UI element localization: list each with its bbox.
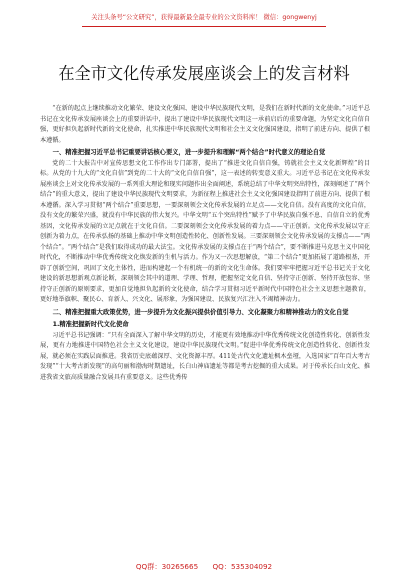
document-body xyxy=(40,104,370,550)
footer-qq-group: QQ群：30265665 xyxy=(135,562,199,571)
top-banner[interactable]: 关注头条号“公文研究”，获得最新最全最专业的公文资料库！ 微信：gongwenyj xyxy=(91,14,317,21)
banner-divider xyxy=(82,26,326,27)
footer-contact xyxy=(0,560,408,574)
section-heading-2: 二、精准把握重大政策优势，进一步提升为文化振兴提供价值引导力、文化凝聚力和精神推动力的文化自觉 xyxy=(52,308,349,316)
footer-qq: QQ：535304092 xyxy=(212,562,273,571)
paragraph-intro: “在新的起点上继续推动文化繁荣、建设文化强国、建设中华民族现代文明，是我们在新时代新的文化使命。”习近平总书记在文化传承发展座谈会上的重要讲话中，提出了建设中华民族现代文明这一承前启后的重要命题，为坚定文化自信自强，更好担负起新时代新的文化使命，扎实推进中华民族现代文明和社会主义文化强国建设，指明了前进方向、提供了根本遵循。 xyxy=(40,105,370,144)
paragraph-section-1: 党的二十大报告中对宣传思想文化工作作出专门部署，提出了“推进文化自信自强，铸就社会主义文化新辉煌”的目标。从党的十九大的“文化自信”到党的二十大的“文化自信自强”，这一表述的转变意义重大。习近平总书记在文化传承发展座谈会上对文化传承发展的一系列重大理论和现实问题作出全面阐述，系统总结了中华文明突出特性，深刻阐述了“两个结合”的重大意义，提出了建设中华民族现代文明要求，为新征程上推进社会主义文化强国建设指明了前进方向、提供了根本遵循。深入学习贯彻“两个结合”重要思想，一要深刻领会文化传承发展的立足点——文化自信。没有高度的文化自信，没有文化的繁荣兴盛，就没有中华民族的伟大复兴。中华文明“五个突出特性”赋予了中华民族自强不息、自信自立的优秀基因，文化传承发展的立足点就在于文化自信。二要深刻领会文化传承发展的着力点——守正创新。文化传承发展以守正创新为着力点，在传承弘扬的基础上推动中华文明创造性转化、创新性发展。三要深刻领会文化传承发展的支撑点——“两个结合”。“两个结合”是我们取得成功的最大法宝。文化传承发展的支撑点在于“两个结合”，要不断推进马克思主义中国化时代化，不断推动中华优秀传统文化焕发新的生机与活力。作为又一次思想解放，“第二个结合”更加拓展了道路根基，开辟了创新空间，巩固了文化主体性，进而构建起一个有机统一的新的文化生命体。我们要牢牢把握习近平总书记关于文化建设的新思想新观点新论断，深刻领会其中的道理、学理、哲理，把握坚定文化自信、坚持守正创新、坚持开放包容、坚持守正创新的原则要求，更加自觉地担负起新的文化使命，结合学习贯彻习近平新时代中国特色社会主义思想主题教育，更好地举旗帜、聚民心、育新人、兴文化、展形象，为强国建设、民族复兴汇注入不竭精神动力。 xyxy=(40,159,370,303)
subsection-heading-2-1: 1.精准把握新时代文化使命 xyxy=(52,321,129,328)
section-heading-1: 一、精准把握习近平总书记重要讲话核心要义，进一步提升和理解“两个结合”时代意义的理论自觉 xyxy=(52,149,326,156)
document-title: 在全市文化传承发展座谈会上的发言材料 xyxy=(58,64,350,83)
paragraph-section-2-1: 习近平总书记强调：“只有全面深入了解中华文明的历史，才能更有效地推动中华优秀传统文化创造性转化、创新性发展，更有力地推进中国特色社会主义文化建设，建设中华民族现代文明。”促进中华优秀传统文化创造性转化、创新性发展，就必须在实践层面推进。我省历史底蕴深厚、文化资源丰厚。411处古代文化遗址枫木垒垭，入选国家“百年百大考古发现”“十大考古新发现”的高句丽和渤海时期遗址，长白山神庙遗址等都是考古挖掘的重大成果。对于传承长白山文化、推进我省文旅高质量融合发展具有重要意义。这些优秀传 xyxy=(40,331,370,381)
